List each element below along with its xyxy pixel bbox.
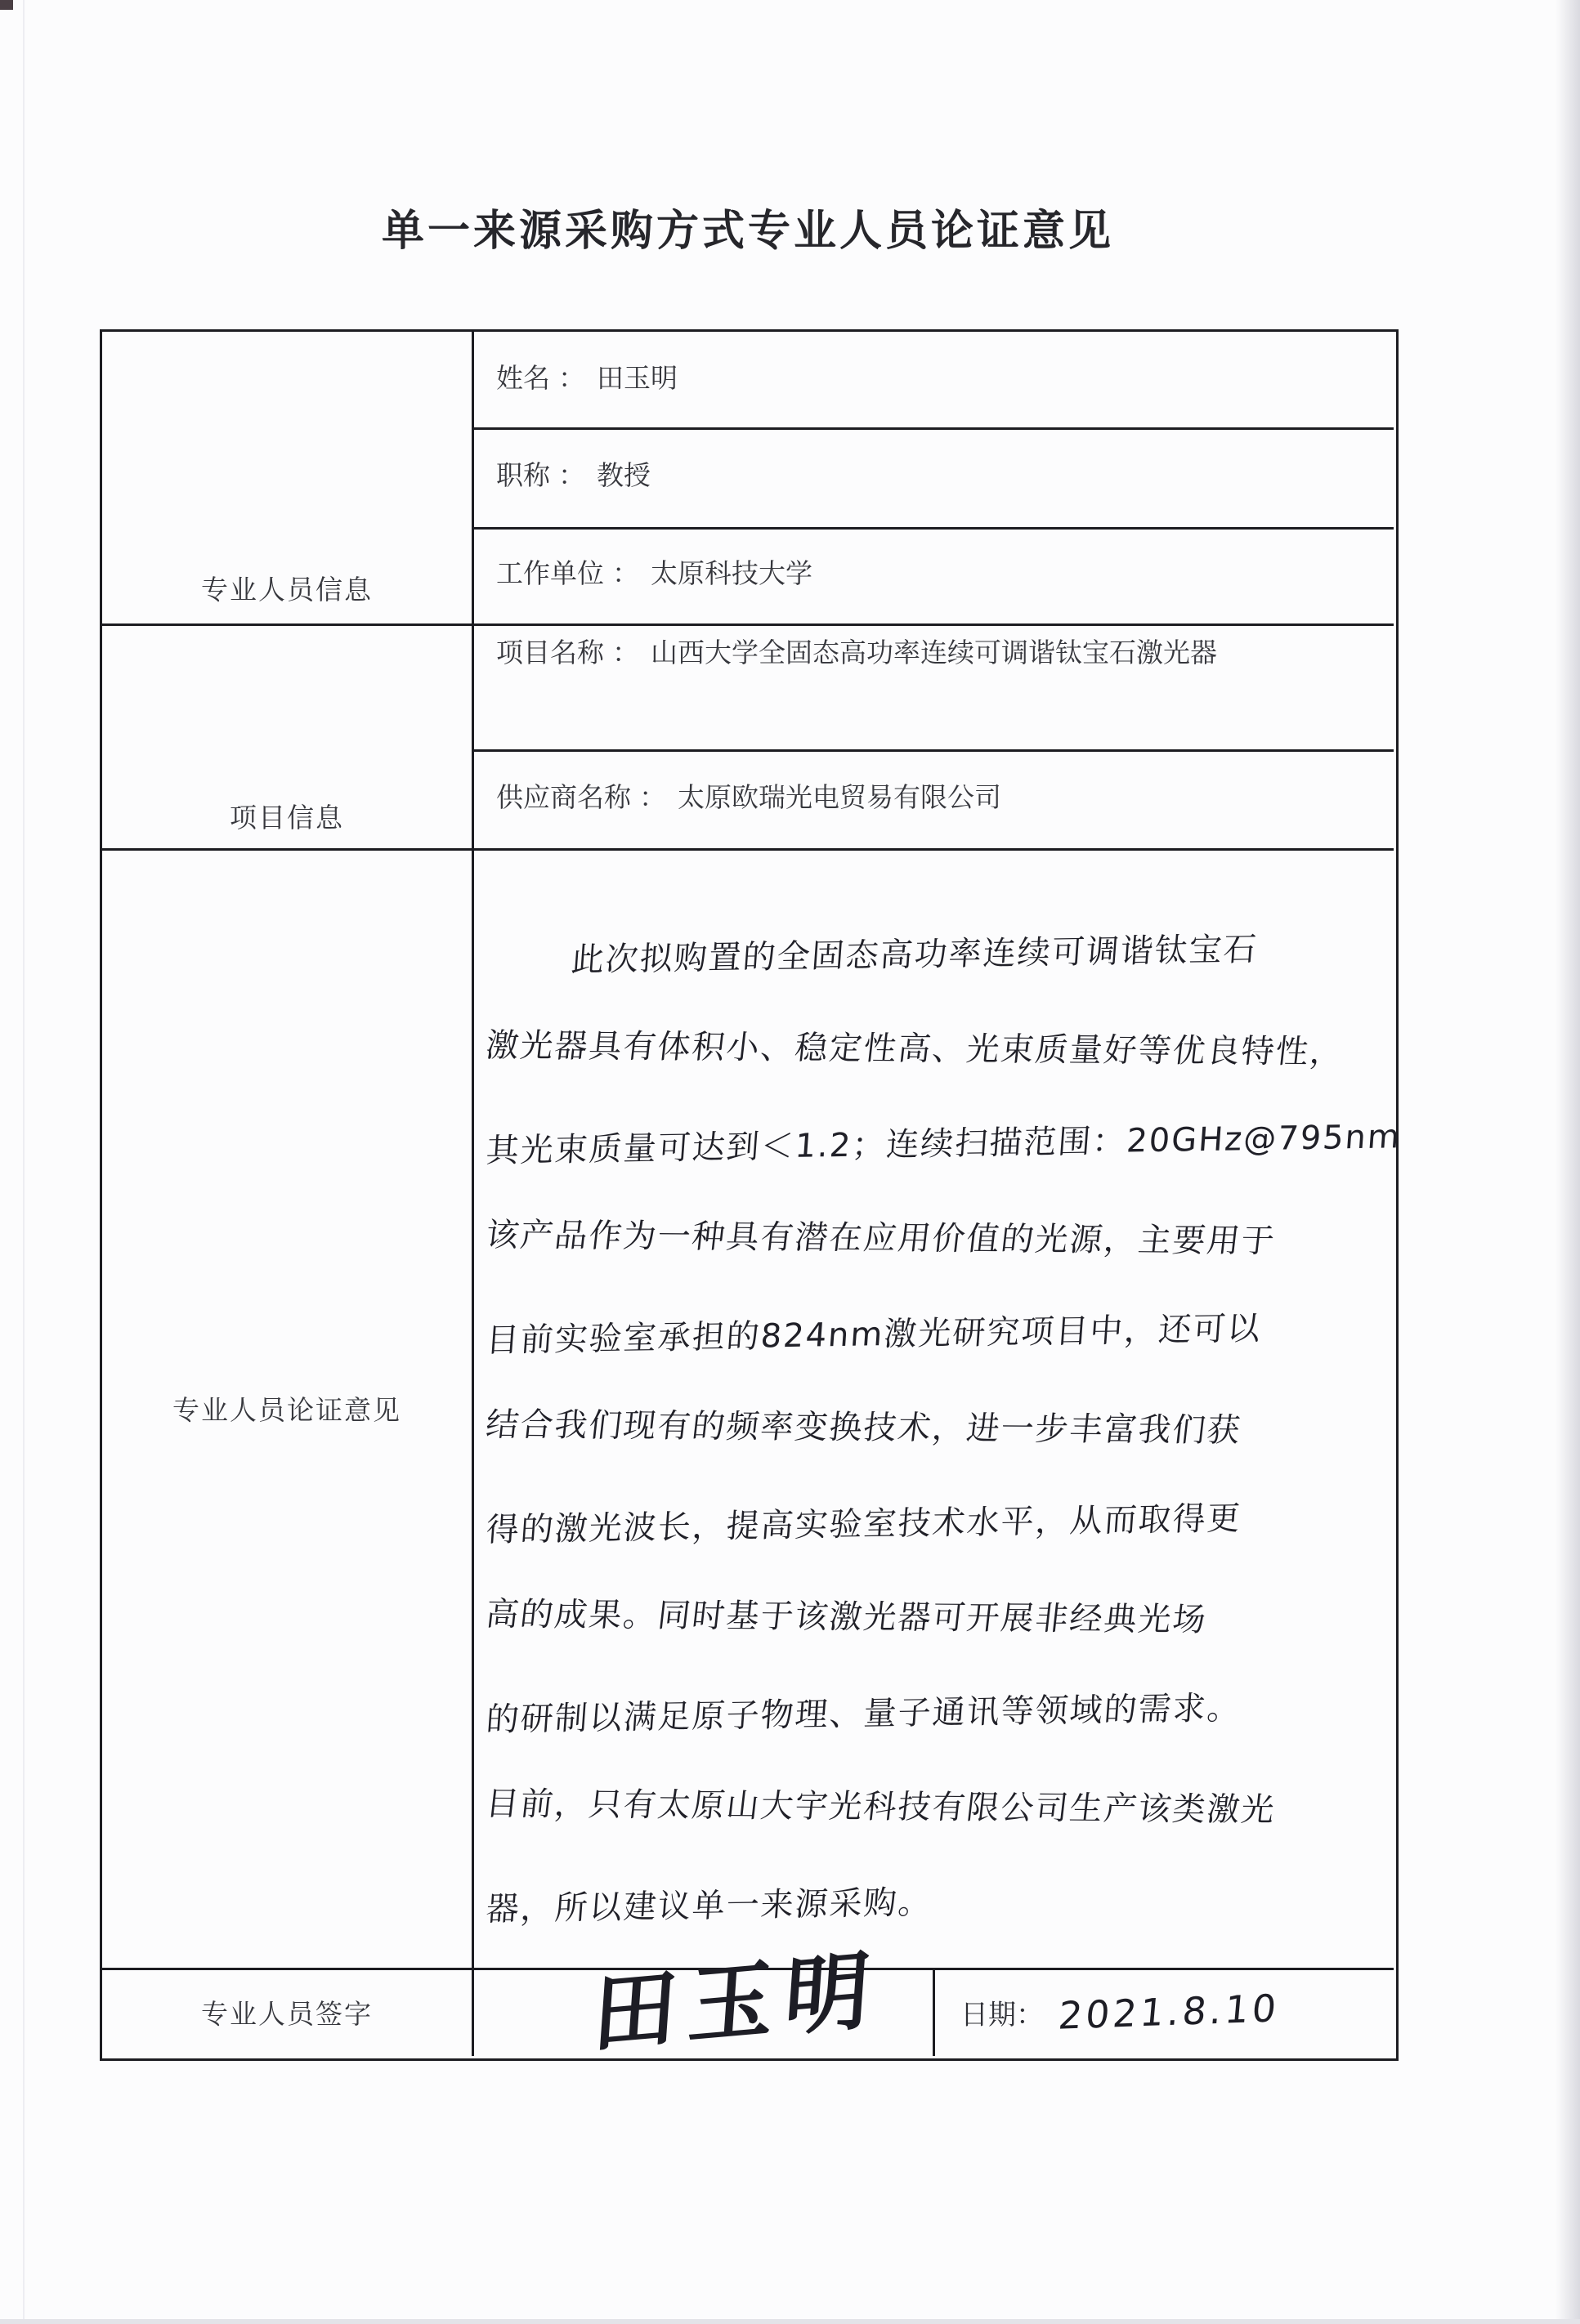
- section-label-signature: [102, 1968, 472, 2056]
- handwritten-line: 其光束质量可达到＜1.2；连续扫描范围：20GHz@795nm: [485, 1117, 1403, 1170]
- section-label-opinion: [102, 848, 472, 1968]
- field-value: 田玉明: [597, 364, 678, 394]
- section-label-text: 专业人员信息: [201, 576, 373, 606]
- handwritten-line: 激光器具有体积小、稳定性高、光束质量好等优良特性，: [484, 1026, 1347, 1071]
- section-label-text: 专业人员论证意见: [172, 1396, 401, 1426]
- field-value: 教授: [597, 462, 651, 492]
- field-text: [496, 633, 1217, 675]
- handwritten-line: 的研制以满足原子物理、量子通讯等领域的需求。: [485, 1688, 1243, 1739]
- field-colon: ：: [612, 560, 639, 590]
- section-label-personnel-info: [102, 332, 472, 623]
- form-table: [100, 329, 1403, 2066]
- handwritten-line: 器，所以建议单一来源采购。: [485, 1883, 934, 1928]
- field-label: 姓名: [496, 364, 550, 394]
- field-colon: ：: [558, 462, 585, 492]
- handwritten-date-value: 2021.8.10: [1056, 1986, 1282, 2038]
- section-label-text: 项目信息: [230, 804, 344, 834]
- field-colon: ：: [612, 639, 639, 668]
- scan-right-edge-shadow: [1555, 0, 1580, 2324]
- date-label: 日期：: [960, 2000, 1044, 2031]
- scan-left-edge-line: [23, 0, 25, 2324]
- handwritten-line: 该产品作为一种具有潜在应用价值的光源，主要用于: [484, 1216, 1278, 1260]
- field-value: 太原欧瑞光电贸易有限公司: [678, 783, 1001, 813]
- field-row-work-unit: [472, 527, 1394, 623]
- handwritten-line: 目前实验室承担的824nm激光研究项目中，还可以: [485, 1309, 1264, 1360]
- field-value: 山西大学全固态高功率连续可调谐钛宝石激光器: [651, 639, 1217, 668]
- field-value: 太原科技大学: [651, 560, 812, 590]
- field-row-date: [933, 1968, 1394, 2056]
- section-label-project-info: [102, 623, 472, 848]
- handwritten-line: 高的成果。同时基于该激光器可开展非经典光场: [484, 1595, 1210, 1639]
- handwritten-line: 此次拟购置的全固态高功率连续可调谐钛宝石: [570, 930, 1260, 979]
- handwritten-line: 得的激光波长，提高实验室技术水平，从而取得更: [485, 1499, 1243, 1549]
- handwritten-opinion-text: [484, 904, 1403, 1946]
- section-label-text: 专业人员签字: [201, 2000, 373, 2030]
- field-label: 职称: [496, 462, 550, 492]
- field-row-job-title: [472, 427, 1394, 527]
- handwritten-line: 结合我们现有的频率变换技术，进一步丰富我们获: [484, 1406, 1244, 1450]
- field-row-name: [472, 332, 1394, 427]
- handwritten-line: 目前，只有太原山大宇光科技有限公司生产该类激光: [484, 1785, 1278, 1829]
- field-colon: ：: [639, 783, 666, 813]
- field-colon: ：: [558, 364, 585, 394]
- scan-bottom-edge-shadow: [0, 2319, 1580, 2324]
- page-title: 单一来源采购方式专业人员论证意见: [381, 208, 1114, 255]
- field-label: 供应商名称: [496, 783, 631, 813]
- scan-corner-artifact: [0, 0, 13, 10]
- field-label: 工作单位: [496, 560, 604, 590]
- field-row-supplier-name: [472, 749, 1394, 848]
- handwritten-signature: 田玉明: [589, 1939, 885, 2066]
- field-row-project-name: [472, 623, 1394, 749]
- field-label: 项目名称: [496, 639, 604, 668]
